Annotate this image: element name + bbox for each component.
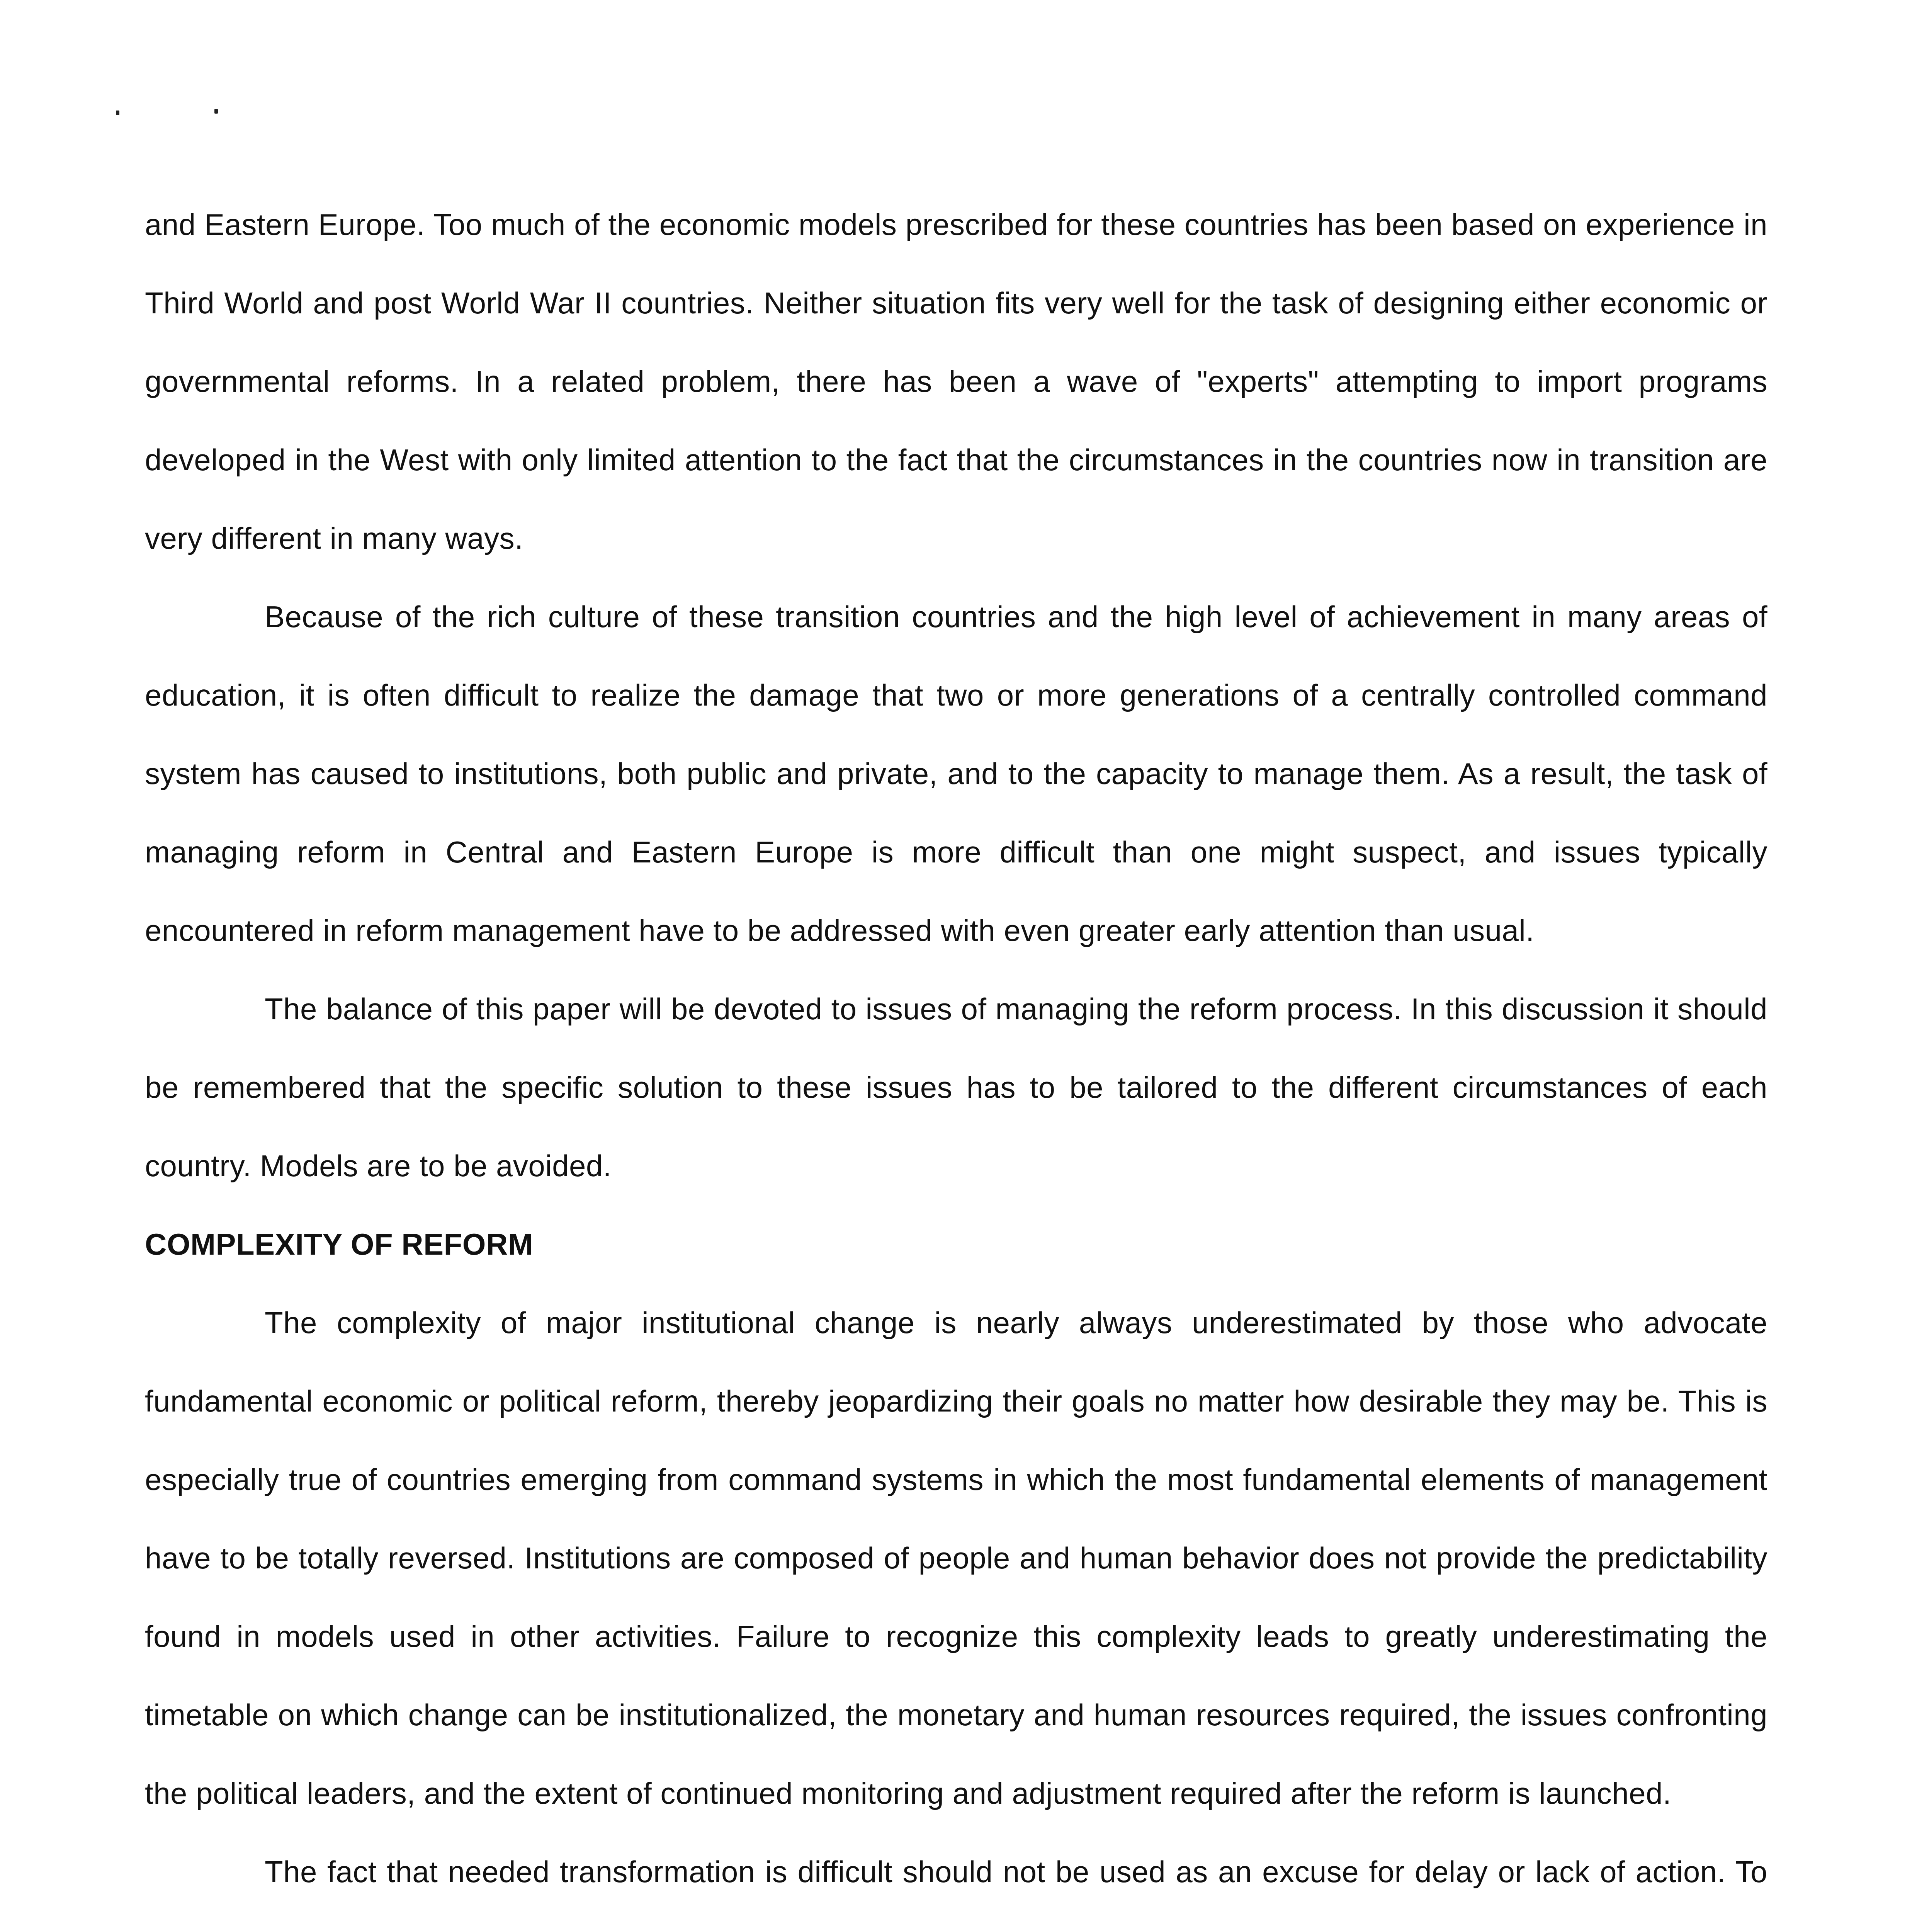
paragraph: The fact that needed transformation is difficult should not be used as an excuse for delay or lack of action. To xyxy=(265,1855,1767,1889)
document-body xyxy=(145,185,1767,1932)
section-heading: COMPLEXITY OF REFORM xyxy=(145,1227,534,1261)
paragraph: The balance of this paper will be devoted to issues of managing the reform process. In this discussion it should be remembered that the specific solution to these issues has to be tailored to the different circumstances of each country. Models are to be avoided. xyxy=(145,992,1767,1183)
paragraph: Because of the rich culture of these transition countries and the high level of achievement in many areas of education, it is often difficult to realize the damage that two or more generations of a centrally controlled command system has caused to institutions, both public and private, and to the capacity to manage them. As a result, the task of managing reform in Central and Eastern Europe is more difficult than one might suspect, and issues typically encountered in reform management have to be addressed with even greater early attention than usual. xyxy=(145,600,1767,947)
scan-speck xyxy=(116,111,119,115)
paragraph: and Eastern Europe. Too much of the economic models prescribed for these countries has been based on experience in Third World and post World War II countries. Neither situation fits very well for the task of designing either economic or governmental reforms. In a related problem, there has been a wave of "experts" attempting to import programs developed in the West with only limited attention to the fact that the circumstances in the countries now in transition are very different in many ways. xyxy=(145,207,1767,555)
paragraph: The complexity of major institutional change is nearly always underestimated by those who advocate fundamental economic or political reform, thereby jeopardizing their goals no matter how desirable they may be. This is especially true of countries emerging from command systems in which the most fundamental elements of management have to be totally reversed. Institutions are composed of people and human behavior does not provide the predictability found in models used in other activities. Failure to recognize this complexity leads to greatly underestimating the timetable on which change can be institutionalized, the monetary and human resources required, the issues confronting the political leaders, and the extent of continued monitoring and adjustment required after the reform is launched. xyxy=(145,1306,1767,1810)
scan-speck xyxy=(214,109,218,114)
scan-specks xyxy=(116,108,232,124)
